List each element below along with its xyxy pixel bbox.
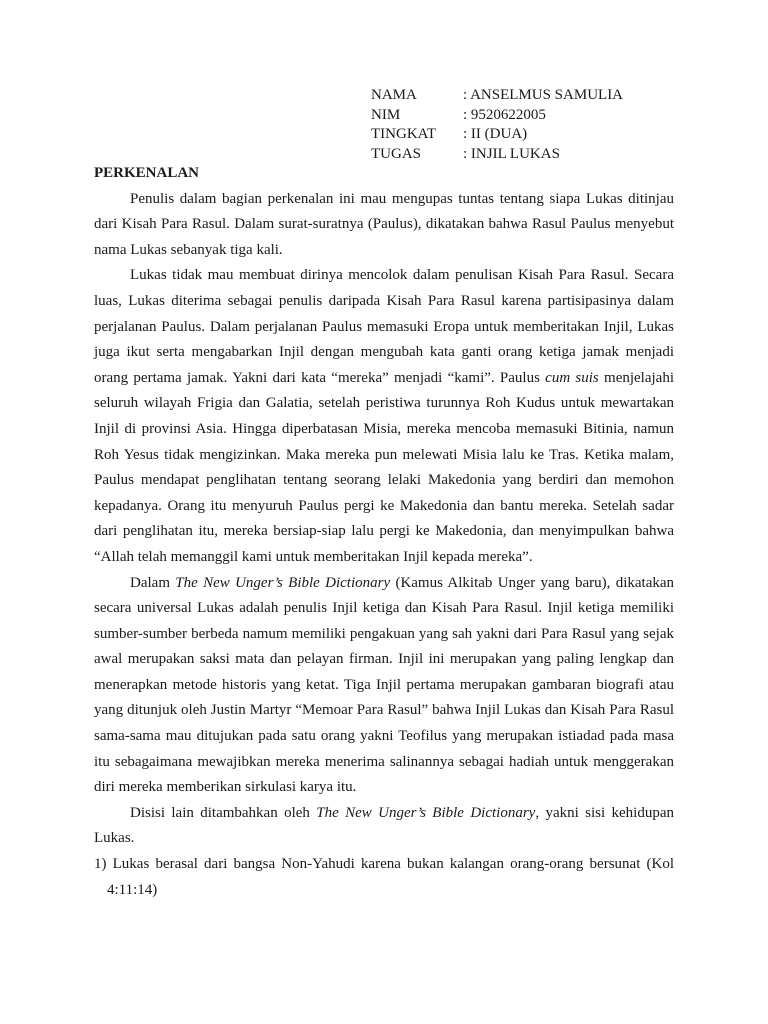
section-title: PERKENALAN	[94, 165, 200, 181]
paragraph-4-text-b: , yakni sisi kehidupan Lukas.	[94, 804, 674, 847]
document-body	[94, 161, 674, 903]
paragraph-1: Penulis dalam bagian perkenalan ini mau mengupas tuntas tentang siapa Lukas ditinjau dari Kisah Para Rasul. Dalam surat-suratnya (Paulus), dikatakan bahwa Rasul Paulus menyebut nama Lukas sebanyak tiga kali.	[94, 190, 674, 258]
header-label: NIM	[371, 106, 401, 123]
header-value: : ANSELMUS SAMULIA	[463, 87, 624, 103]
paragraph-4-text-a: Disisi lain ditambahkan oleh	[130, 804, 317, 821]
header-value: : II (DUA)	[463, 126, 528, 142]
header-label: TUGAS	[371, 145, 422, 162]
student-info-header	[371, 86, 623, 164]
header-label: NAMA	[371, 87, 417, 103]
list-item	[94, 852, 674, 903]
header-row-nim	[371, 106, 623, 126]
paragraph-2-text-a: Lukas tidak mau membuat dirinya mencolok dalam penulisan Kisah Para Rasul. Secara luas, Lukas diterima sebagai penulis daripada Kisah Para Rasul karena partisipasinya dalam perjalanan Paulus. Dalam perjalanan Paulus memasuki Eropa untuk memberitakan Injil, Lukas juga ikut serta mengabarkan Injil dengan mengubah kata ganti orang ketiga jamak menjadi orang pertama jamak. Yakni dari kata “mereka” menjadi “kami”. Paulus	[94, 267, 674, 386]
paragraph-2	[94, 263, 674, 570]
paragraph-2-italic: cum suis	[545, 369, 599, 386]
paragraph-3	[94, 571, 674, 801]
numbered-list	[94, 852, 674, 903]
list-item-text: Lukas berasal dari bangsa Non-Yahudi karena bukan kalangan orang-orang bersunat (Kol 4:11:14)	[107, 856, 674, 898]
paragraph-4	[94, 801, 674, 852]
paragraph-2-text-b: menjelajahi seluruh wilayah Frigia dan Galatia, setelah peristiwa turunnya Roh Kudus untuk mewartakan Injil di provinsi Asia. Hingga diperbatasan Misia, mereka mencoba memasuki Bitinia, namun Roh Yesus tidak mengizinkan. Maka mereka pun melewati Misia lalu ke Tras. Ketika malam, Paulus mendapat penglihatan tentang seorang lelaki Makedonia yang berdiri dan memohon kepadanya. Orang itu menyuruh Paulus pergi ke Makedonia dan bantu mereka. Setelah sadar dari penglihatan itu, mereka bersiap-siap lalu pergi ke Makedonia, dan menyimpulkan bahwa “Allah telah memanggil kami untuk memberitakan Injil kepada mereka”.	[94, 369, 674, 565]
book-title-italic: The New Unger’s Bible Dictionary	[175, 574, 391, 591]
header-value: : 9520622005	[463, 106, 546, 123]
paragraph-3-text-a: Dalam	[130, 574, 176, 591]
list-item-number: 1)	[94, 856, 107, 873]
paragraph-3-text-b: (Kamus Alkitab Unger yang baru), dikatakan secara universal Lukas adalah penulis Injil ketiga dan Kisah Para Rasul. Injil ketiga memiliki sumber-sumber berbeda namum memiliki pengakuan yang sah yakni dari Para Rasul yang sejak awal merupakan saksi mata dan pelayan firman. Injil ini merupakan yang paling lengkap dan menerapkan metode historis yang ketat. Tiga Injil pertama merupakan gambaran biografi atau yang ditunjuk oleh Justin Martyr “Memoar Para Rasul” bahwa Injil Lukas dan Kisah Para Rasul sama-sama mau ditujukan pada satu orang yakni Teofilus yang merupakan istiadad pada masa itu sebagaimana mewajibkan mereka menerima salinannya sebagai hadiah untuk menggerakan diri mereka memberikan sirkulasi karya itu.	[94, 574, 675, 796]
header-label: TINGKAT	[371, 126, 436, 142]
header-value: : INJIL LUKAS	[463, 145, 560, 162]
header-row-tingkat	[371, 125, 623, 145]
header-row-nama	[371, 86, 623, 106]
book-title-italic: The New Unger’s Bible Dictionary	[316, 804, 536, 821]
